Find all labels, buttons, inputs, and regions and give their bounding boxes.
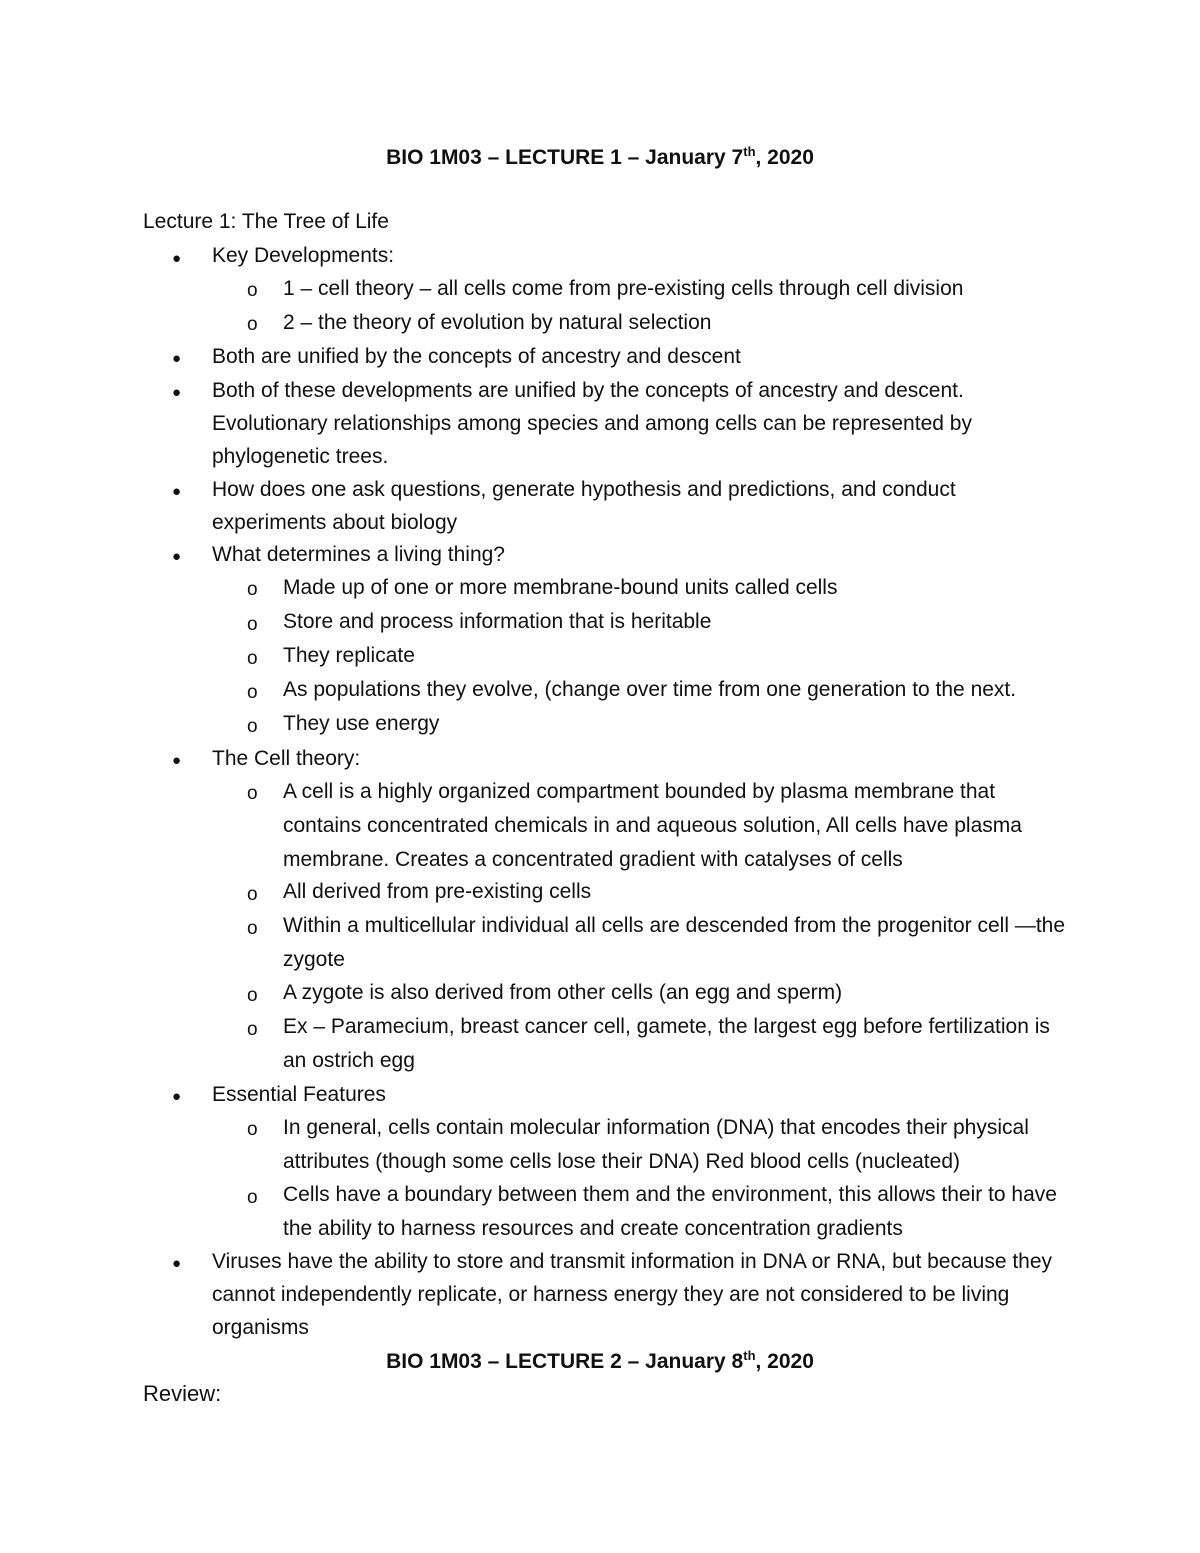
sub-bullet-icon: o [247, 918, 258, 939]
list-item: Both of these developments are unified by the concepts of ancestry and descent. Evolutionary relationships among species and among cells can be represented by phylogenetic trees. [212, 379, 972, 468]
sub-list-item: Store and process information that is heritable [283, 610, 712, 633]
sub-list-item: Ex – Paramecium, breast cancer cell, gamete, the largest egg before fertilization is an ostrich egg [283, 1015, 1050, 1072]
bullet-icon: ● [172, 548, 182, 565]
sub-bullet-icon: o [247, 1119, 258, 1140]
list-item: Viruses have the ability to store and transmit information in DNA or RNA, but because they cannot independently replicate, or harness energy they are not considered to be living organisms [212, 1250, 1053, 1339]
sub-bullet-icon: o [247, 1187, 258, 1208]
list-item: The Cell theory: [212, 747, 361, 770]
bullet-icon: ● [172, 250, 182, 267]
sub-bullet-icon: o [247, 314, 258, 335]
sub-bullet-icon: o [247, 985, 258, 1006]
bullet-icon: ● [172, 752, 182, 769]
lecture-2-section-heading: Review: [143, 1381, 222, 1406]
sub-bullet-icon: o [247, 579, 258, 600]
sub-list-item: All derived from pre-existing cells [283, 880, 592, 903]
sub-list-item: In general, cells contain molecular information (DNA) that encodes their physical attributes (though some cells lose their DNA) Red blood cells (nucleated) [283, 1116, 1029, 1173]
sub-list-item: Cells have a boundary between them and the environment, this allows their to have the ability to harness resources and create concentration gradients [283, 1183, 1057, 1240]
bullet-icon: ● [172, 350, 182, 367]
list-item: Both are unified by the concepts of ancestry and descent [212, 345, 741, 368]
sub-list-item: As populations they evolve, (change over time from one generation to the next. [283, 678, 1017, 701]
sub-bullet-icon: o [247, 1019, 258, 1040]
sub-list-item: A zygote is also derived from other cells (an egg and sperm) [283, 981, 843, 1004]
sub-list-item: A cell is a highly organized compartment bounded by plasma membrane that contains concentrated chemicals in and aqueous solution, All cells have plasma membrane. Creates a concentrated gradient with catalyses of cells [283, 780, 1022, 871]
sub-list-item: They use energy [283, 712, 440, 735]
sub-bullet-icon: o [247, 716, 258, 737]
lecture-1-title: BIO 1M03 – LECTURE 1 – January 7th, 2020 [386, 144, 814, 169]
sub-list-item: Within a multicellular individual all cells are descended from the progenitor cell —the zygote [283, 914, 1066, 971]
sub-bullet-icon: o [247, 280, 258, 301]
sub-bullet-icon: o [247, 682, 258, 703]
bullet-icon: ● [172, 483, 182, 500]
sub-bullet-icon: o [247, 648, 258, 669]
list-item: How does one ask questions, generate hypothesis and predictions, and conduct experiments about biology [212, 478, 956, 534]
lecture-2-title: BIO 1M03 – LECTURE 2 – January 8th, 2020 [386, 1348, 814, 1373]
sub-bullet-icon: o [247, 783, 258, 804]
sub-list-item: 2 – the theory of evolution by natural selection [283, 311, 712, 334]
bullet-icon: ● [172, 1088, 182, 1105]
sub-list-item: They replicate [283, 644, 415, 667]
sub-list-item: Made up of one or more membrane-bound units called cells [283, 576, 838, 599]
list-item: Essential Features [212, 1083, 386, 1106]
sub-bullet-icon: o [247, 614, 258, 635]
bullet-icon: ● [172, 1255, 182, 1272]
list-item: Key Developments: [212, 244, 395, 267]
sub-list-item: 1 – cell theory – all cells come from pre-existing cells through cell division [283, 277, 964, 300]
list-item: What determines a living thing? [212, 543, 505, 566]
bullet-icon: ● [172, 384, 182, 401]
lecture-1-section-heading: Lecture 1: The Tree of Life [143, 210, 389, 233]
sub-bullet-icon: o [247, 884, 258, 905]
